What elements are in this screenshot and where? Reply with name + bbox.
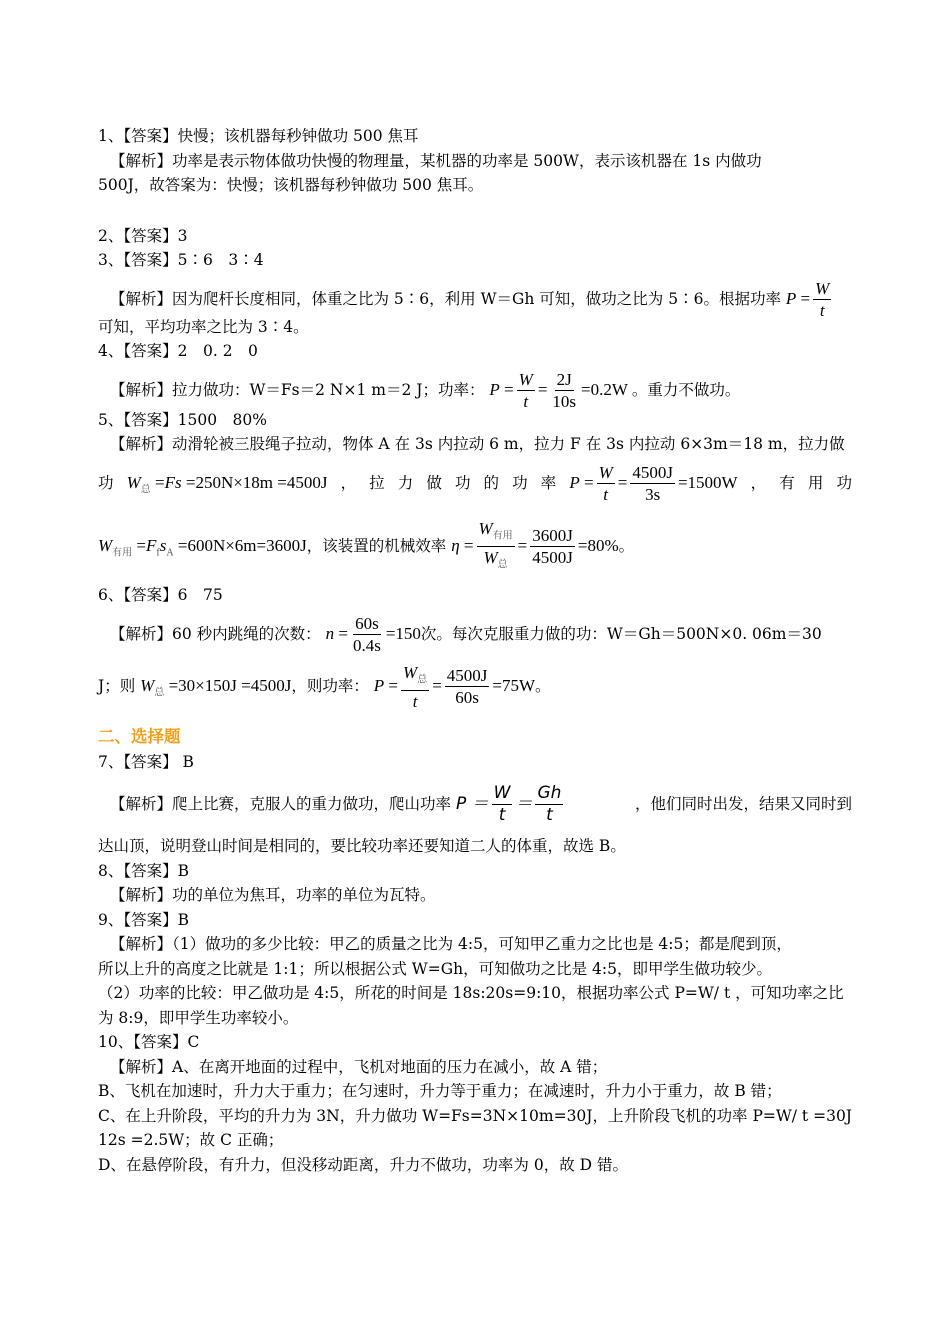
q6-explanation-line1: 【解析】60 秒内跳绳的次数： n = $\frac{60s}{0.4s}$ =150次。每次克服重力做的功：W＝Gh＝500N×0. 06m＝30 <box>110 614 822 656</box>
q7-explanation-line2: 达山顶，说明登山时间是相同的，要比较功率还要知道二人的体重，故选 B。 <box>98 837 626 856</box>
q3-answer: 3、【答案】5∶6 3∶4 <box>98 251 264 269</box>
formula-efficiency: η = $\frac{W_{有用}}{W_总}$ = $\frac{3600J}{4500J}$ =80% <box>451 519 619 571</box>
q5-explanation-line3: $W_{有用} =F_fs_A =600N\times 6m=3600J$，该装置的机械效率 η = $\frac{W_{有用}}{W_总}$ = $\frac{3600J}{4500J}$ =80%。 <box>98 519 635 571</box>
q9-explanation-line4: 为 8:9，即甲学生功率较小。 <box>98 1008 299 1027</box>
q3-explanation-line1: 【解析】因为爬杆长度相同，体重之比为 5∶6，利用 W＝Gh 可知，做功之比为 5∶6。根据功率 P = $\frac{W}{t}$ <box>98 273 852 325</box>
q10-explanation-line4: 12s =2.5W；故 C 正确； <box>98 1131 284 1150</box>
q8-answer: 8、【答案】B <box>98 861 190 880</box>
q5-explanation-line2: 功 $W_总 =Fs =250N\times 18m =4500J$ ， 拉 力 做 功 的 功 率 P = $\frac{W}{t}$ = $\frac{4500J}{3s}$ =1500W ， 有 用 功 <box>98 457 852 516</box>
formula-power: P = $\frac{W}{t}$ <box>785 279 830 321</box>
q10-explanation-line5: D、在悬停阶段，有升力，但没移动距离，升力不做功，功率为 0，故 D 错。 <box>98 1155 628 1174</box>
q9-answer: 9、【答案】B <box>98 910 190 929</box>
q4-explanation: 【解析】拉力做功：W＝Fs＝2 N×1 m＝2 J；功率： P = $\frac{W}{t}$ = $\frac{2J}{10s}$ =0.2W 。重力不做功。 <box>110 370 741 412</box>
q3-explanation-line2: 可知，平均功率之比为 3∶4。 <box>98 317 309 336</box>
q10-answer: 10、【答案】C <box>98 1033 200 1052</box>
q1-answer: 1、【答案】快慢；该机器每秒钟做功 500 焦耳 <box>98 127 419 145</box>
q9-explanation-line3: （2）功率的比较：甲乙做功是 4:5，所花的时间是 18s:20s=9:10，根据功率公式 P=W/ t ，可知功率之比 <box>98 984 844 1003</box>
q10-explanation-line3: C、在上升阶段，平均的升力为 3N，升力做功 W=Fs=3N×10m=30J，上升阶段飞机的功率 P=W/ t =30J <box>98 1106 853 1125</box>
q9-explanation-line2: 所以上升的高度之比就是 1:1；所以根据公式 W=Gh，可知做功之比是 4:5，即甲学生做功较少。 <box>98 959 772 978</box>
q7-answer: 7、【答案】 B <box>98 752 194 771</box>
formula-q6-power: P = $\frac{W_总}{t}$ = $\frac{4500J}{60s}$ =75W <box>373 662 536 712</box>
q10-explanation-line1: 【解析】A、在离开地面的过程中，飞机对地面的压力在减小，故 A 错； <box>110 1057 608 1076</box>
q9-explanation-line1: 【解析】（1）做功的多少比较：甲乙的质量之比为 4:5，可知甲乙重力之比也是 4:5；都是爬到顶， <box>110 935 792 954</box>
q6-explanation-line2: J；则 $W_总 =30\times 150J =4500J$，则功率： P = $\frac{W_总}{t}$ = $\frac{4500J}{60s}$ =75W。 <box>98 662 551 712</box>
formula-q7: P ＝ $\frac{W}{t}$ ＝ $\frac{Gh}{t}$ <box>455 782 562 825</box>
q1-explanation-line1: 【解析】功率是表示物体做功快慢的物理量，某机器的功率是 500W，表示该机器在 1s 内做功 <box>110 151 762 170</box>
q1-explanation-line2: 500J，故答案为：快慢；该机器每秒钟做功 500 焦耳。 <box>98 176 484 194</box>
q5-explanation-line1: 【解析】动滑轮被三股绳子拉动，物体 A 在 3s 内拉动 6 m，拉力 F 在 3s 内拉动 6×3m＝18 m，拉力做 <box>110 435 845 453</box>
q4-answer: 4、【答案】2 0. 2 0 <box>98 342 258 360</box>
formula-q5-power: P = $\frac{W}{t}$ = $\frac{4500J}{3s}$ =1500W <box>569 463 738 505</box>
q6-answer: 6、【答案】6 75 <box>98 586 223 605</box>
formula-q4: P = $\frac{W}{t}$ = $\frac{2J}{10s}$ =0.2W <box>489 370 628 412</box>
q7-explanation-line1: 【解析】爬上比赛，克服人的重力做功，爬山功率 P ＝ $\frac{W}{t}$ ＝ $\frac{Gh}{t}$ ，他们同时出发，结果又同时到 <box>110 782 852 825</box>
section-heading-choice: 二、选择题 <box>98 727 181 747</box>
formula-q6-count: n = $\frac{60s}{0.4s}$ =150 <box>325 614 421 656</box>
q8-explanation: 【解析】功的单位为焦耳，功率的单位为瓦特。 <box>110 886 436 905</box>
q2-answer: 2、【答案】3 <box>98 226 188 245</box>
q5-answer: 5、【答案】1500 80% <box>98 410 268 429</box>
answer-sheet <box>98 124 852 1177</box>
q10-explanation-line2: B、飞机在加速时，升力大于重力；在匀速时，升力等于重力；在减速时，升力小于重力，故 B 错； <box>98 1082 782 1101</box>
